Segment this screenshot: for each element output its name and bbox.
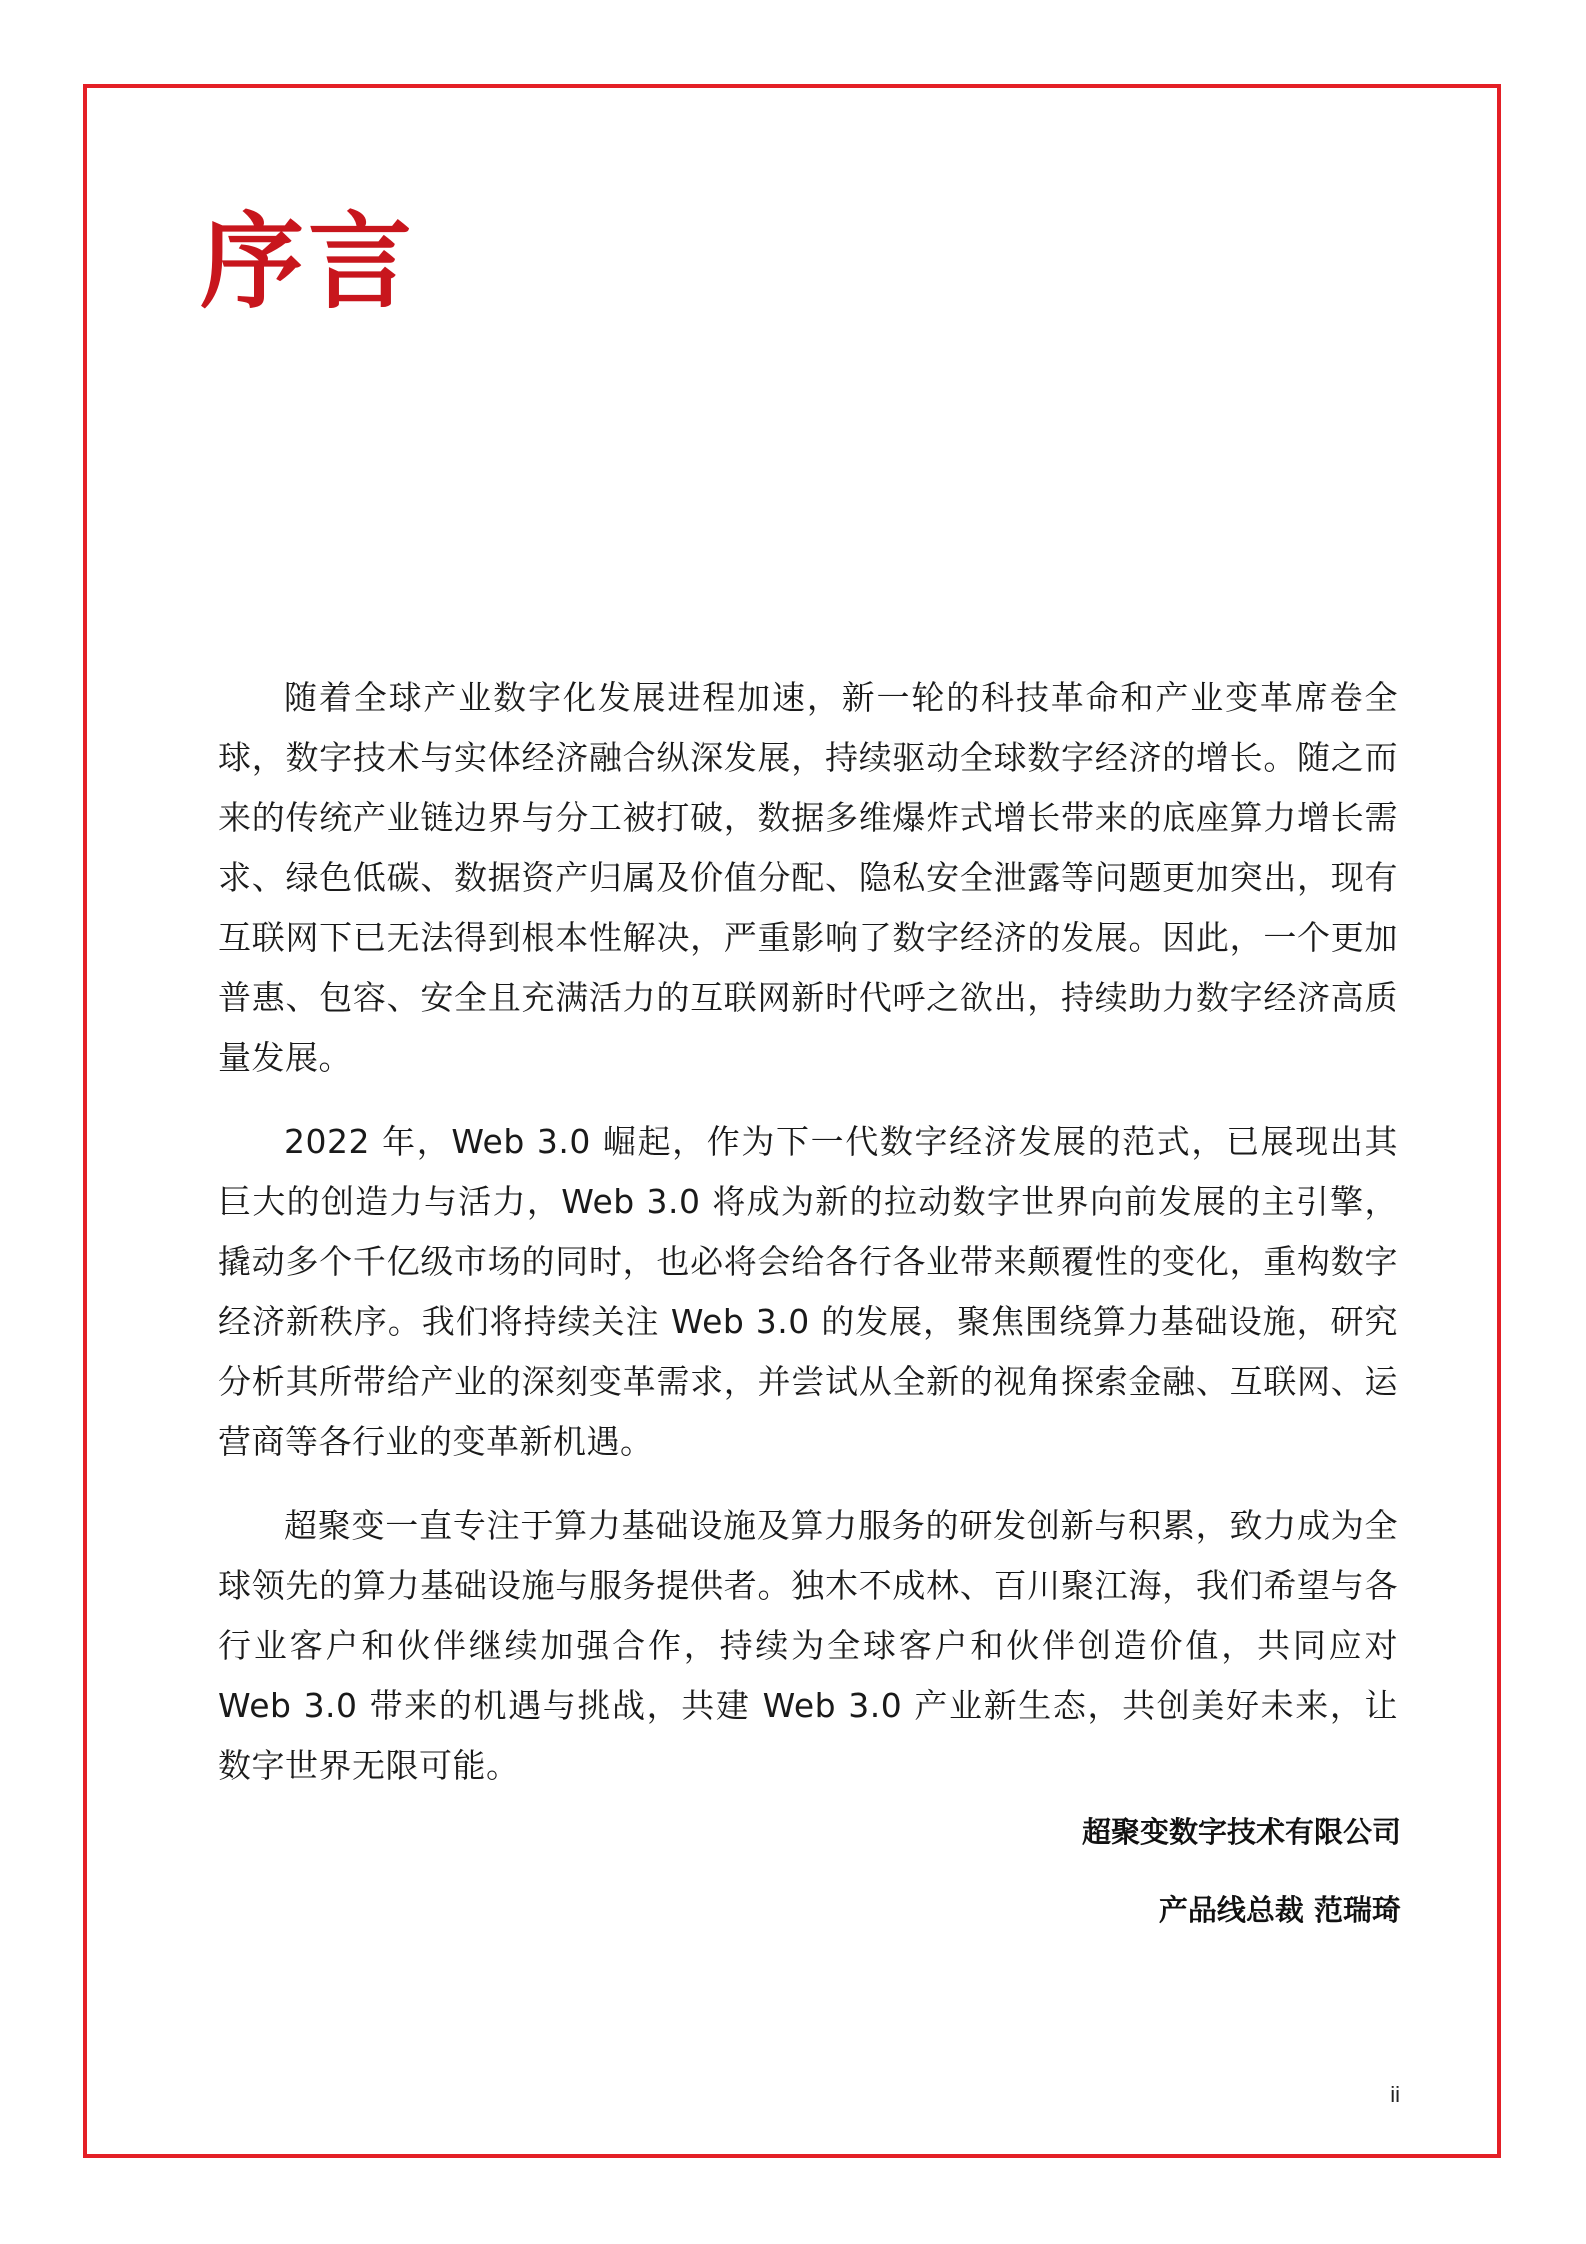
page-title: 序言 (200, 201, 417, 323)
signature-author: 产品线总裁 范瑞琦 (1158, 1893, 1401, 1927)
paragraph-3: 超聚变一直专注于算力基础设施及算力服务的研发创新与积累，致力成为全球领先的算力基础设施与服务提供者。独木不成林、百川聚江海，我们希望与各行业客户和伙伴继续加强合作，持续为全球客户和伙伴创造价值，共同应对 Web 3.0 带来的机遇与挑战，共建 Web 3.0 产业新生态，共创美好未来，让数字世界无限可能。 (218, 1506, 1398, 1785)
signature-company: 超聚变数字技术有限公司 (1081, 1815, 1401, 1849)
page-number: ii (1390, 2082, 1400, 2107)
paragraph-2: 2022 年，Web 3.0 崛起，作为下一代数字经济发展的范式，已展现出其巨大的创造力与活力，Web 3.0 将成为新的拉动数字世界向前发展的主引擎，撬动多个千亿级市场的同时，也必将会给各行各业带来颠覆性的变化，重构数字经济新秩序。我们将持续关注 Web 3.0 的发展，聚焦围绕算力基础设施，研究分析其所带给产业的深刻变革需求，并尝试从全新的视角探索金融、互联网、运营商等各行业的变革新机遇。 (218, 1122, 1398, 1461)
preface-body (218, 668, 1398, 1820)
signature-block (1082, 1812, 1401, 1930)
paragraph-1: 随着全球产业数字化发展进程加速，新一轮的科技革命和产业变革席卷全球，数字技术与实体经济融合纵深发展，持续驱动全球数字经济的增长。随之而来的传统产业链边界与分工被打破，数据多维爆炸式增长带来的底座算力增长需求、绿色低碳、数据资产归属及价值分配、隐私安全泄露等问题更加突出，现有互联网下已无法得到根本性解决，严重影响了数字经济的发展。因此，一个更加普惠、包容、安全且充满活力的互联网新时代呼之欲出，持续助力数字经济高质量发展。 (218, 678, 1398, 1077)
